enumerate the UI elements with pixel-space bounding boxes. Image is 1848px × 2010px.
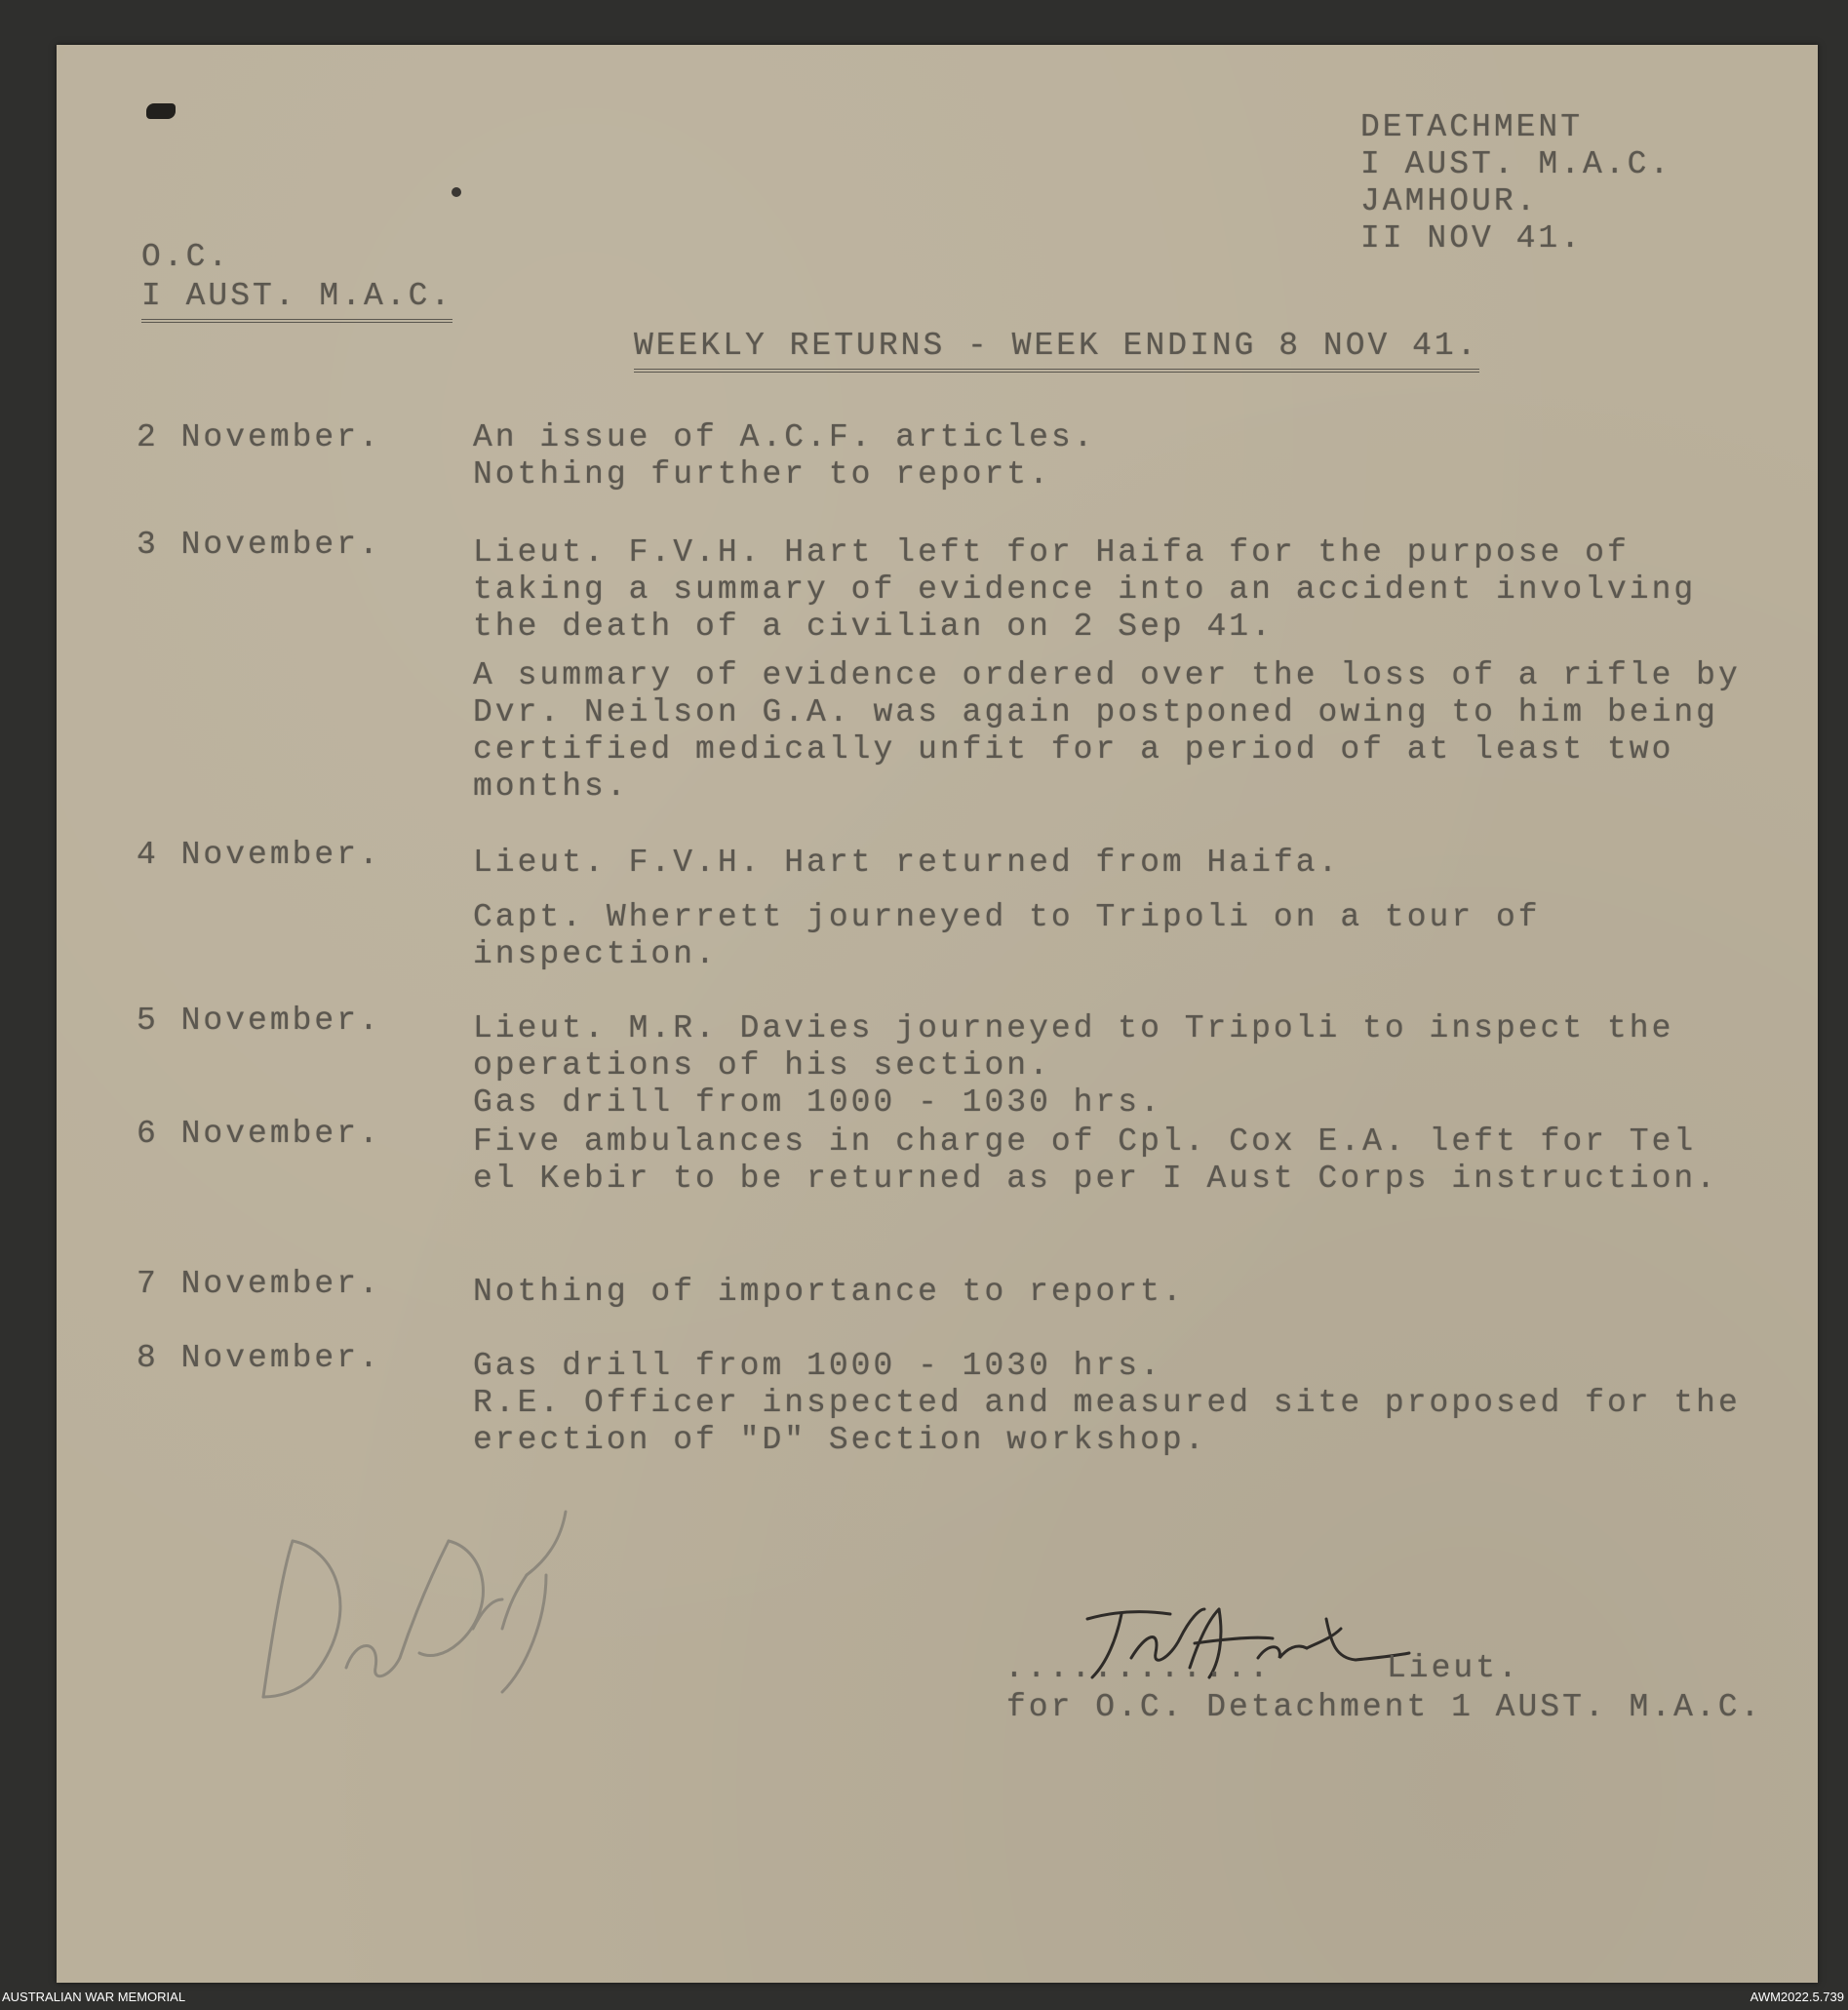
addressee-line-2: I AUST. M.A.C. [141, 278, 452, 323]
entry-date: 5 November. [137, 1003, 381, 1039]
entry-paragraph: Lieut. F.V.H. Hart left for Haifa for the purpose of taking a summary of evidence into an accident involving the death of a civilian on 2 Sep 41. [473, 534, 1697, 645]
entry-body [473, 845, 1760, 985]
header-line-1: DETACHMENT [1360, 109, 1584, 145]
entry-paragraph: Lieut. F.V.H. Hart returned from Haifa. [473, 845, 1341, 881]
ink-dot [452, 187, 461, 197]
entry-paragraph: Capt. Wherrett journeyed to Tripoli on a tour of inspection. [473, 899, 1541, 972]
entry-date: 6 November. [137, 1116, 381, 1152]
entry-paragraph: Nothing further to report. [473, 456, 1051, 493]
signature-for-line: for O.C. Detachment 1 AUST. M.A.C. [1006, 1689, 1763, 1725]
ink-blot [146, 103, 176, 119]
entry-paragraph: Gas drill from 1000 - 1030 hrs. [473, 1084, 1162, 1121]
header-line-2: I AUST. M.A.C. [1360, 146, 1672, 182]
entry-paragraph: Lieut. M.R. Davies journeyed to Tripoli to inspect the operations of his section. [473, 1010, 1674, 1084]
addressee-line-1: O.C. [141, 239, 231, 275]
signature-rank: Lieut. [1387, 1650, 1520, 1686]
entry-body [473, 419, 1760, 505]
archive-credit: AUSTRALIAN WAR MEMORIAL [2, 1990, 186, 2004]
entry-date: 4 November. [137, 837, 381, 873]
entry-date: 2 November. [137, 419, 381, 455]
entry-paragraph: An issue of A.C.F. articles. [473, 419, 1096, 455]
entry-date: 7 November. [137, 1266, 381, 1302]
entry-paragraph: Nothing of importance to report. [473, 1274, 1185, 1310]
entry-paragraph: A summary of evidence ordered over the loss of a rifle by Dvr. Neilson G.A. was again postponed owing to him being certified medically unfit for a period of at least two months. [473, 657, 1741, 805]
pencil-annotation [254, 1482, 575, 1707]
document-title: WEEKLY RETURNS - WEEK ENDING 8 NOV 41. [634, 328, 1479, 373]
entry-date: 3 November. [137, 527, 381, 563]
entry-body [473, 1348, 1760, 1471]
entry-body [473, 1123, 1760, 1209]
entry-paragraph: R.E. Officer inspected and measured site proposed for the erection of "D" Section workshop. [473, 1385, 1741, 1458]
signature-dots: ............ [1004, 1650, 1272, 1686]
archive-reference: AWM2022.5.739 [1750, 1990, 1844, 2004]
header-line-3: JAMHOUR. [1360, 183, 1539, 219]
entry-body [473, 534, 1760, 817]
entry-body [473, 1274, 1760, 1322]
entry-body [473, 1010, 1760, 1133]
entry-paragraph: Gas drill from 1000 - 1030 hrs. [473, 1348, 1162, 1384]
entry-paragraph: Five ambulances in charge of Cpl. Cox E.A. left for Tel el Kebir to be returned as per I Aust Corps instruction. [473, 1123, 1718, 1197]
header-line-4: II NOV 41. [1360, 220, 1584, 256]
entry-date: 8 November. [137, 1340, 381, 1376]
